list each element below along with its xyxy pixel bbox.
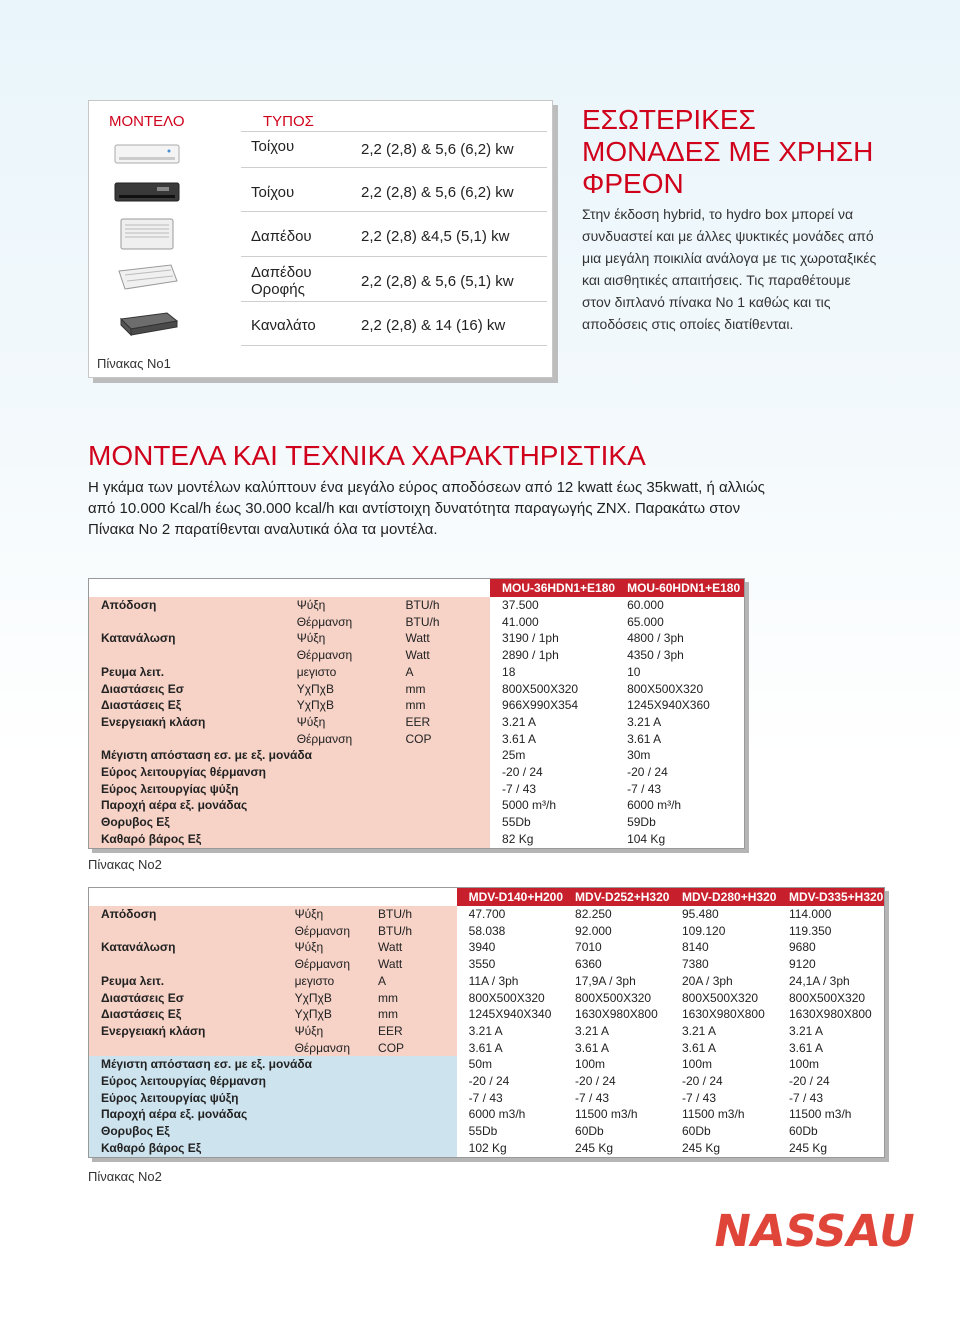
- cell-value: 37.500: [502, 598, 539, 612]
- cell-value: 60.000: [627, 598, 664, 612]
- cell-value: 58.038: [468, 923, 506, 938]
- unit-type: Τοίχου: [251, 138, 295, 155]
- table-row: [89, 939, 884, 956]
- cell-value: 245 Kg: [682, 1140, 721, 1155]
- row-unit: mm: [366, 1006, 457, 1023]
- row-unit: COP: [394, 731, 491, 748]
- row-label: Εύρος λειτουργίας θέρμανση: [89, 1073, 457, 1090]
- row-sublabel: Θέρμανση: [285, 647, 394, 664]
- row-sublabel: Ψύξη: [283, 1023, 366, 1040]
- cell-value: 20A / 3ph: [682, 973, 733, 988]
- cell-value: 9120: [788, 957, 816, 972]
- row-sublabel: Θέρμανση: [285, 614, 394, 631]
- cell-value: 800X500X320: [468, 990, 545, 1005]
- cell-value: 41.000: [502, 614, 539, 629]
- cell-value: 3190 / 1ph: [502, 631, 559, 646]
- cell-value: 3.21 A: [788, 1023, 823, 1038]
- cell-value: 82.250: [575, 907, 612, 921]
- cell-value: 60Db: [575, 1124, 604, 1139]
- divider: [241, 211, 547, 212]
- row-sublabel: Θέρμανση: [285, 731, 394, 748]
- row-unit: Watt: [394, 630, 491, 647]
- table-caption: Πίνακας Νο2: [88, 1169, 162, 1184]
- table-row: [89, 956, 884, 973]
- row-label: Μέγιστη απόσταση εσ. με εξ. μονάδα: [89, 1056, 457, 1073]
- cell-value: 5000 m³/h: [502, 798, 557, 813]
- cell-value: 10: [627, 664, 641, 679]
- cell-value: 3.61 A: [788, 1040, 823, 1055]
- table-row: [89, 747, 744, 764]
- cell-value: 800X500X320: [502, 681, 579, 696]
- row-unit: BTU/h: [394, 614, 491, 631]
- row-unit: Watt: [394, 647, 491, 664]
- duct-unit-image: [111, 305, 183, 339]
- row-sublabel: [283, 1140, 366, 1157]
- table-row: [89, 714, 744, 731]
- cell-value: 966X990X354: [502, 698, 579, 713]
- cell-value: 800X500X320: [575, 990, 652, 1005]
- cell-value: 24,1A / 3ph: [788, 973, 850, 988]
- row-label: Μέγιστη απόσταση εσ. με εξ. μονάδα: [89, 747, 490, 764]
- row-label: Απόδοση: [89, 906, 283, 923]
- unit-type: Δαπέδου: [251, 228, 312, 245]
- table-row: [89, 697, 744, 714]
- row-sublabel: [283, 1123, 366, 1140]
- row-label: [89, 956, 283, 973]
- row-unit: mm: [366, 990, 457, 1007]
- table-row: [89, 1023, 884, 1040]
- table-row: [89, 1123, 884, 1140]
- table-row: [89, 1073, 884, 1090]
- cell-value: -20 / 24: [575, 1074, 616, 1089]
- spec-table-1: [88, 578, 745, 849]
- table-row: [89, 1056, 884, 1073]
- cell-value: 4800 / 3ph: [627, 631, 684, 646]
- cell-value: 245 Kg: [575, 1140, 614, 1155]
- header-spacer: [394, 579, 491, 597]
- row-label: Κατανάλωση: [89, 630, 285, 647]
- floor-ceiling-unit-image: [111, 261, 183, 295]
- table-caption: Πίνακας Νο1: [97, 356, 171, 371]
- table-row: [89, 1090, 884, 1107]
- cell-value: 3.61 A: [682, 1040, 717, 1055]
- cell-value: 6000 m³/h: [627, 798, 682, 813]
- divider: [241, 301, 547, 302]
- cell-value: 59Db: [627, 815, 656, 830]
- table-row: [89, 906, 884, 923]
- row-unit: A: [366, 973, 457, 990]
- cell-value: 100m: [575, 1057, 606, 1072]
- row-sublabel: Θέρμανση: [283, 1040, 366, 1057]
- cell-value: 7010: [575, 940, 602, 955]
- unit-capacity: 2,2 (2,8) &4,5 (5,1) kw: [361, 228, 510, 245]
- header-spacer: [89, 579, 285, 597]
- row-label: [89, 647, 285, 664]
- row-label: Απόδοση: [89, 597, 285, 614]
- row-label: [89, 731, 285, 748]
- cell-value: 4350 / 3ph: [627, 648, 684, 663]
- table-row: [89, 597, 744, 614]
- cell-value: 25m: [502, 748, 526, 763]
- divider: [241, 131, 547, 132]
- table-row: [89, 647, 744, 664]
- cell-value: 100m: [788, 1057, 819, 1072]
- cell-value: 3.61 A: [627, 731, 662, 746]
- cell-value: -20 / 24: [627, 765, 668, 780]
- table-row: [89, 1040, 884, 1057]
- nassau-logo: NASSAU: [709, 1206, 920, 1257]
- row-sublabel: μεγιστο: [283, 973, 366, 990]
- row-sublabel: Ψύξη: [283, 939, 366, 956]
- cell-value: 6000 m3/h: [468, 1107, 526, 1122]
- cell-value: 3.21 A: [575, 1023, 610, 1038]
- row-unit: BTU/h: [366, 906, 457, 923]
- row-sublabel: ΥχΠχΒ: [283, 1006, 366, 1023]
- table-row: [89, 781, 744, 798]
- row-label: Διαστάσεις Εξ: [89, 697, 285, 714]
- row-label: Εύρος λειτουργίας θέρμανση: [89, 764, 490, 781]
- row-label: Ενεργειακή κλάση: [89, 1023, 283, 1040]
- row-sublabel: ΥχΠχΒ: [285, 681, 394, 698]
- cell-value: -20 / 24: [468, 1074, 510, 1089]
- row-label: Ρευμα λειτ.: [89, 664, 285, 681]
- table-row: [89, 814, 744, 831]
- row-label: Θορυβος Εξ: [89, 814, 285, 831]
- table-row: [89, 797, 744, 814]
- table-row: [89, 1006, 884, 1023]
- row-unit: [394, 831, 491, 848]
- row-unit: [394, 814, 491, 831]
- cell-value: 55Db: [502, 815, 531, 830]
- cell-value: 60Db: [788, 1124, 818, 1139]
- table-row: [89, 1106, 884, 1123]
- row-label: [89, 1040, 283, 1057]
- cell-value: 50m: [468, 1057, 492, 1072]
- cell-value: 55Db: [468, 1124, 498, 1139]
- header-spacer: [285, 579, 394, 597]
- unit-type: Δαπέδου Οροφής: [251, 264, 312, 298]
- cell-value: 30m: [627, 748, 651, 763]
- cell-value: 114.000: [788, 907, 832, 921]
- cell-value: -7 / 43: [627, 781, 662, 796]
- divider: [241, 256, 547, 257]
- row-label: Κατανάλωση: [89, 939, 283, 956]
- cell-value: 119.350: [788, 923, 832, 938]
- row-sublabel: [285, 831, 394, 848]
- cell-value: 100m: [682, 1057, 713, 1072]
- table-row: [89, 664, 744, 681]
- row-label: Εύρος λειτουργίας ψύξη: [89, 1090, 457, 1107]
- cell-value: 800X500X320: [682, 990, 759, 1005]
- cell-value: 11A / 3ph: [468, 973, 519, 988]
- row-unit: COP: [366, 1040, 457, 1057]
- cell-value: -20 / 24: [682, 1074, 723, 1089]
- table-row: [89, 681, 744, 698]
- cell-value: 6360: [575, 957, 602, 972]
- table-row: [89, 990, 884, 1007]
- cell-value: 109.120: [682, 923, 726, 938]
- cell-value: 11500 m3/h: [682, 1107, 745, 1122]
- row-label: [89, 923, 283, 940]
- row-label: Θορυβος Εξ: [89, 1123, 283, 1140]
- row-unit: mm: [394, 697, 491, 714]
- model-header: MOU-36HDN1+E180: [490, 579, 615, 597]
- cell-value: 3.61 A: [502, 731, 537, 746]
- header-spacer: [89, 888, 283, 906]
- model-header: MDV-D335+H320: [777, 888, 884, 906]
- row-unit: [366, 1140, 457, 1157]
- cell-value: 95.480: [682, 907, 719, 921]
- unit-type: Τοίχου: [251, 184, 295, 201]
- row-sublabel: μεγιστο: [285, 664, 394, 681]
- table-row: [89, 731, 744, 748]
- cell-value: 3.21 A: [502, 714, 537, 729]
- cell-value: 3.21 A: [468, 1023, 503, 1038]
- cell-value: -7 / 43: [468, 1090, 503, 1105]
- unit-type: Καναλάτο: [251, 317, 316, 334]
- cell-value: -7 / 43: [788, 1090, 823, 1105]
- row-unit: Watt: [366, 956, 457, 973]
- model-header: MDV-D140+H200: [457, 888, 563, 906]
- cell-value: 1245X940X360: [627, 698, 710, 713]
- cell-value: 47.700: [468, 907, 506, 921]
- row-label: [89, 614, 285, 631]
- indoor-units-table: [88, 100, 553, 378]
- cell-value: -7 / 43: [575, 1090, 610, 1105]
- model-column-header: ΜΟΝΤΕΛΟ: [109, 113, 185, 130]
- cell-value: 3.21 A: [627, 714, 662, 729]
- row-sublabel: Ψύξη: [285, 597, 394, 614]
- table-row: [89, 630, 744, 647]
- model-header: MDV-D252+H320: [563, 888, 670, 906]
- cell-value: 3.21 A: [682, 1023, 717, 1038]
- models-title: ΜΟΝΤΕΛΑ ΚΑΙ ΤΕΧΝΙΚΑ ΧΑΡΑΚΤΗΡΙΣΤΙΚΑ: [88, 440, 646, 471]
- cell-value: -7 / 43: [682, 1090, 717, 1105]
- wall-unit-dark-image: [111, 175, 183, 209]
- cell-value: 1630X980X800: [575, 1007, 658, 1022]
- row-label: Διαστάσεις Εξ: [89, 1006, 283, 1023]
- cell-value: 9680: [788, 940, 816, 955]
- unit-capacity: 2,2 (2,8) & 5,6 (5,1) kw: [361, 273, 514, 290]
- cell-value: 800X500X320: [627, 681, 704, 696]
- cell-value: 92.000: [575, 923, 612, 938]
- cell-value: 1630X980X800: [788, 1007, 872, 1022]
- table-row: [89, 923, 884, 940]
- section-title: ΕΣΩΤΕΡΙΚΕΣ ΜΟΝΑΔΕΣ ΜΕ ΧΡΗΣΗ ΦΡΕΟΝ: [582, 104, 874, 199]
- cell-value: 1630X980X800: [682, 1007, 765, 1022]
- cell-value: 65.000: [627, 614, 664, 629]
- row-label: Καθαρό βάρος Εξ: [89, 1140, 283, 1157]
- row-unit: BTU/h: [394, 597, 491, 614]
- cell-value: 3.61 A: [468, 1040, 503, 1055]
- cell-value: -20 / 24: [788, 1074, 830, 1089]
- cell-value: 1245X940X340: [468, 1007, 552, 1022]
- cell-value: 60Db: [682, 1124, 711, 1139]
- row-unit: [366, 1123, 457, 1140]
- row-sublabel: Ψύξη: [285, 630, 394, 647]
- cell-value: 8140: [682, 940, 709, 955]
- row-sublabel: Ψύξη: [283, 906, 366, 923]
- cell-value: 102 Kg: [468, 1140, 507, 1155]
- cell-value: 104 Kg: [627, 831, 666, 846]
- divider: [241, 167, 547, 168]
- row-label: Εύρος λειτουργίας ψύξη: [89, 781, 490, 798]
- row-label: Παροχή αέρα εξ. μονάδας: [89, 797, 490, 814]
- row-unit: EER: [366, 1023, 457, 1040]
- unit-capacity: 2,2 (2,8) & 14 (16) kw: [361, 317, 506, 334]
- row-label: Διαστάσεις Εσ: [89, 990, 283, 1007]
- row-sublabel: ΥχΠχΒ: [285, 697, 394, 714]
- table-row: [89, 973, 884, 990]
- table-caption: Πίνακας Νο2: [88, 857, 162, 872]
- row-label: Παροχή αέρα εξ. μονάδας: [89, 1106, 457, 1123]
- models-intro: Η γκάμα των μοντέλων καλύπτουν ένα μεγάλο εύρος αποδόσεων από 12 kwatt έως 35kwatt, ή αλλιώς από 10.000 Kcal/h έως 30.000 kcal/h και αντίστοιχη δυνατότητα παραγωγής ΖΝΧ. Παρακάτω στον Πίνακα Νο 2 παρατίθενται αναλυτικά όλα τα μοντέλα.: [88, 479, 765, 538]
- type-column-header: ΤΥΠΟΣ: [263, 113, 314, 130]
- unit-capacity: 2,2 (2,8) & 5,6 (6,2) kw: [361, 141, 514, 158]
- table-row: [89, 1140, 884, 1157]
- row-sublabel: Θέρμανση: [283, 956, 366, 973]
- cell-value: 245 Kg: [788, 1140, 828, 1155]
- cell-value: 11500 m3/h: [788, 1107, 852, 1122]
- row-unit: Watt: [366, 939, 457, 956]
- model-header: MOU-60HDN1+E180: [615, 579, 744, 597]
- divider: [241, 345, 547, 346]
- table-row: [89, 831, 744, 848]
- floor-unit-image: [111, 217, 183, 251]
- row-sublabel: Ψύξη: [285, 714, 394, 731]
- cell-value: 82 Kg: [502, 831, 534, 846]
- row-unit: A: [394, 664, 491, 681]
- row-unit: EER: [394, 714, 491, 731]
- spec-table-2: [88, 887, 885, 1158]
- cell-value: 18: [502, 664, 516, 679]
- cell-value: 3550: [468, 957, 496, 972]
- table-row: [89, 614, 744, 631]
- cell-value: 3940: [468, 940, 496, 955]
- cell-value: 3.61 A: [575, 1040, 610, 1055]
- row-label: Ρευμα λειτ.: [89, 973, 283, 990]
- row-label: Διαστάσεις Εσ: [89, 681, 285, 698]
- cell-value: 17,9A / 3ph: [575, 973, 636, 988]
- row-sublabel: Θέρμανση: [283, 923, 366, 940]
- wall-unit-image: [111, 137, 183, 171]
- row-label: Καθαρό βάρος Εξ: [89, 831, 285, 848]
- cell-value: 7380: [682, 957, 709, 972]
- row-sublabel: ΥχΠχΒ: [283, 990, 366, 1007]
- section-description: Στην έκδοση hybrid, το hydro box μπορεί να συνδυαστεί και με άλλες ψυκτικές μονάδες από μια μεγάλη ποικιλία ανάλογα με τις χωροταξικές και αισθητικές απαιτήσεις. Τις παραθέτουμε στον διπλανό πίνακα Νο 1 καθώς και τις αποδόσεις στις οποίες διατίθενται.: [582, 206, 877, 332]
- row-unit: mm: [394, 681, 491, 698]
- unit-capacity: 2,2 (2,8) & 5,6 (6,2) kw: [361, 184, 514, 201]
- row-unit: BTU/h: [366, 923, 457, 940]
- header-spacer: [283, 888, 366, 906]
- row-sublabel: [285, 814, 394, 831]
- cell-value: 800X500X320: [788, 990, 866, 1005]
- header-spacer: [366, 888, 457, 906]
- cell-value: -7 / 43: [502, 781, 537, 796]
- cell-value: -20 / 24: [502, 765, 543, 780]
- model-header: MDV-D280+H320: [670, 888, 777, 906]
- cell-value: 11500 m3/h: [575, 1107, 638, 1122]
- cell-value: 2890 / 1ph: [502, 648, 559, 663]
- row-label: Ενεργειακή κλάση: [89, 714, 285, 731]
- table-row: [89, 764, 744, 781]
